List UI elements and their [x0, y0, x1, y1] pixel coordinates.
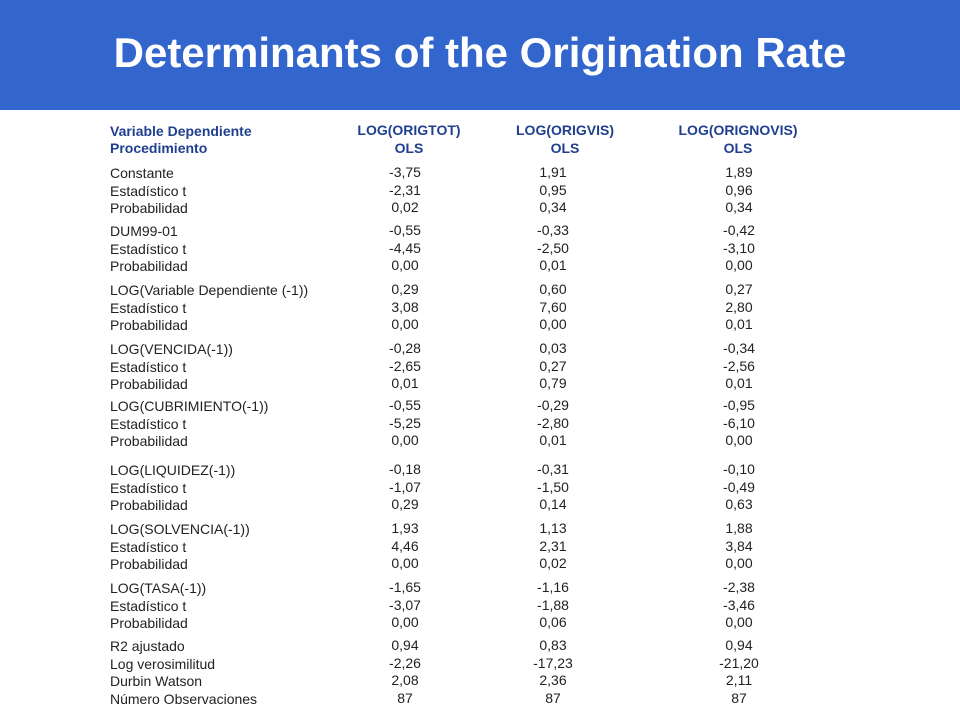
table-cell: -0,28	[389, 340, 421, 356]
table-cell: -6,10	[723, 414, 755, 431]
table-cell: -0,34	[723, 340, 755, 356]
table-cell: 0,27	[539, 357, 567, 374]
table-cell: -1,65	[389, 579, 421, 595]
table-cell: 0,00	[391, 614, 419, 630]
table-cell: 0,01	[391, 375, 419, 391]
table-cell: 3,08	[391, 298, 419, 315]
table-cell: 0,00	[391, 432, 419, 448]
table-cell: 3,84	[725, 537, 753, 554]
row-label: Estadístico t	[110, 538, 187, 555]
table-cell: 0,95	[539, 181, 567, 198]
table-cell: 0,00	[725, 257, 753, 273]
table-cell: -5,25	[389, 414, 421, 431]
row-label: DUM99-01	[110, 223, 178, 239]
row-label: Estadístico t	[110, 299, 187, 316]
table-cell: 0,79	[539, 375, 567, 391]
table-cell: 0,01	[539, 257, 567, 273]
row-label: Probabilidad	[110, 433, 188, 449]
row-label: Estadístico t	[110, 415, 187, 432]
table-cell: -1,88	[537, 596, 569, 613]
table-cell: 0,02	[391, 199, 419, 215]
header-dependent-variable: Variable Dependiente	[110, 123, 252, 139]
column-header-origtot	[319, 121, 499, 157]
table-cell: 1,91	[539, 164, 567, 180]
table-cell: -2,50	[537, 239, 569, 256]
table-cell: 1,13	[539, 520, 567, 536]
table-cell: 2,11	[725, 672, 753, 688]
table-cell: -0,55	[389, 222, 421, 238]
table-cell: -0,49	[723, 478, 755, 495]
table-cell: 0,00	[725, 614, 753, 630]
column-header-origvis	[475, 121, 655, 157]
table-cell: 0,00	[391, 257, 419, 273]
row-label: Probabilidad	[110, 376, 188, 392]
row-label: Probabilidad	[110, 615, 188, 631]
table-cell: 87	[731, 689, 747, 706]
table-cell: 2,08	[391, 672, 419, 688]
table-cell: 4,46	[391, 537, 419, 554]
row-label: Estadístico t	[110, 240, 187, 257]
table-cell: 0,27	[725, 281, 753, 297]
table-cell: -0,10	[723, 461, 755, 477]
table-cell: -0,95	[723, 397, 755, 413]
column-header-orignovis	[648, 121, 828, 157]
row-label: Log verosimilitud	[110, 655, 216, 672]
table-cell: -3,46	[723, 596, 755, 613]
column-name: LOG(ORIGVIS)	[516, 122, 614, 138]
table-cell: -1,50	[537, 478, 569, 495]
row-label: Probabilidad	[110, 317, 188, 333]
table-cell: -0,18	[389, 461, 421, 477]
row-label: Estadístico t	[110, 358, 187, 375]
column-name: LOG(ORIGTOT)	[357, 122, 461, 138]
table-cell: -2,56	[723, 357, 755, 374]
table-cell: -2,38	[723, 579, 755, 595]
table-cell: -21,20	[719, 654, 759, 671]
row-label: LOG(SOLVENCIA(-1))	[110, 521, 250, 537]
row-label: Probabilidad	[110, 497, 188, 513]
row-label: LOG(LIQUIDEZ(-1))	[110, 462, 236, 478]
table-cell: 0,01	[725, 375, 753, 391]
table-cell: 0,00	[391, 555, 419, 571]
table-cell: 0,02	[539, 555, 567, 571]
table-cell: 2,36	[539, 672, 567, 688]
table-cell: -4,45	[389, 239, 421, 256]
table-cell: 0,00	[391, 316, 419, 332]
table-cell: -17,23	[533, 654, 573, 671]
table-cell: 0,94	[391, 637, 419, 653]
table-cell: 0,96	[725, 181, 753, 198]
table-cell: 2,31	[539, 537, 567, 554]
table-cell: -0,31	[537, 461, 569, 477]
table-cell: -0,42	[723, 222, 755, 238]
table-cell: 0,00	[725, 555, 753, 571]
table-cell: 0,29	[391, 281, 419, 297]
table-cell: -2,80	[537, 414, 569, 431]
column-method: OLS	[723, 140, 753, 156]
row-label: R2 ajustado	[110, 638, 185, 654]
table-cell: 1,89	[725, 164, 753, 180]
row-label: LOG(Variable Dependiente (-1))	[110, 282, 309, 298]
table-cell: -1,16	[537, 579, 569, 595]
row-label: Estadístico t	[110, 479, 187, 496]
row-label: LOG(VENCIDA(-1))	[110, 341, 233, 357]
table-cell: 7,60	[539, 298, 567, 315]
table-cell: -0,29	[537, 397, 569, 413]
row-label: Durbin Watson	[110, 673, 203, 689]
table-cell: -1,07	[389, 478, 421, 495]
table-cell: -0,55	[389, 397, 421, 413]
table-cell: -2,31	[389, 181, 421, 198]
table-cell: 0,63	[725, 496, 753, 512]
table-cell: -2,26	[389, 654, 421, 671]
row-label: Probabilidad	[110, 556, 188, 572]
table-cell: 0,00	[539, 316, 567, 332]
column-name: LOG(ORIGNOVIS)	[678, 122, 798, 138]
row-label: Estadístico t	[110, 597, 187, 614]
row-label: Constante	[110, 165, 174, 181]
header-procedure: Procedimiento	[110, 140, 208, 156]
table-cell: 0,01	[725, 316, 753, 332]
row-label: Número Observaciones	[110, 690, 258, 707]
table-cell: 0,83	[539, 637, 567, 653]
table-cell: 0,34	[725, 199, 753, 215]
table-cell: -3,07	[389, 596, 421, 613]
table-cell: 0,03	[539, 340, 567, 356]
slide-title: Determinants of the Origination Rate	[113, 29, 847, 76]
table-cell: 2,80	[725, 298, 753, 315]
row-label: Estadístico t	[110, 182, 187, 199]
column-method: OLS	[550, 140, 580, 156]
table-cell: -2,65	[389, 357, 421, 374]
table-cell: 0,01	[539, 432, 567, 448]
table-cell: 1,93	[391, 520, 419, 536]
table-cell: 0,60	[539, 281, 567, 297]
row-label: Probabilidad	[110, 258, 188, 274]
row-label: LOG(CUBRIMIENTO(-1))	[110, 398, 269, 414]
row-label: Probabilidad	[110, 200, 188, 216]
table-cell: 87	[545, 689, 561, 706]
table-cell: 0,94	[725, 637, 753, 653]
table-cell: -3,10	[723, 239, 755, 256]
table-cell: 0,29	[391, 496, 419, 512]
table-cell: 0,06	[539, 614, 567, 630]
table-cell: 0,34	[539, 199, 567, 215]
table-cell: 1,88	[725, 520, 753, 536]
table-cell: 0,14	[539, 496, 567, 512]
table-cell: -3,75	[389, 164, 421, 180]
table-cell: 87	[397, 689, 413, 706]
row-label: LOG(TASA(-1))	[110, 580, 207, 596]
table-cell: -0,33	[537, 222, 569, 238]
column-method: OLS	[394, 140, 424, 156]
table-cell: 0,00	[725, 432, 753, 448]
